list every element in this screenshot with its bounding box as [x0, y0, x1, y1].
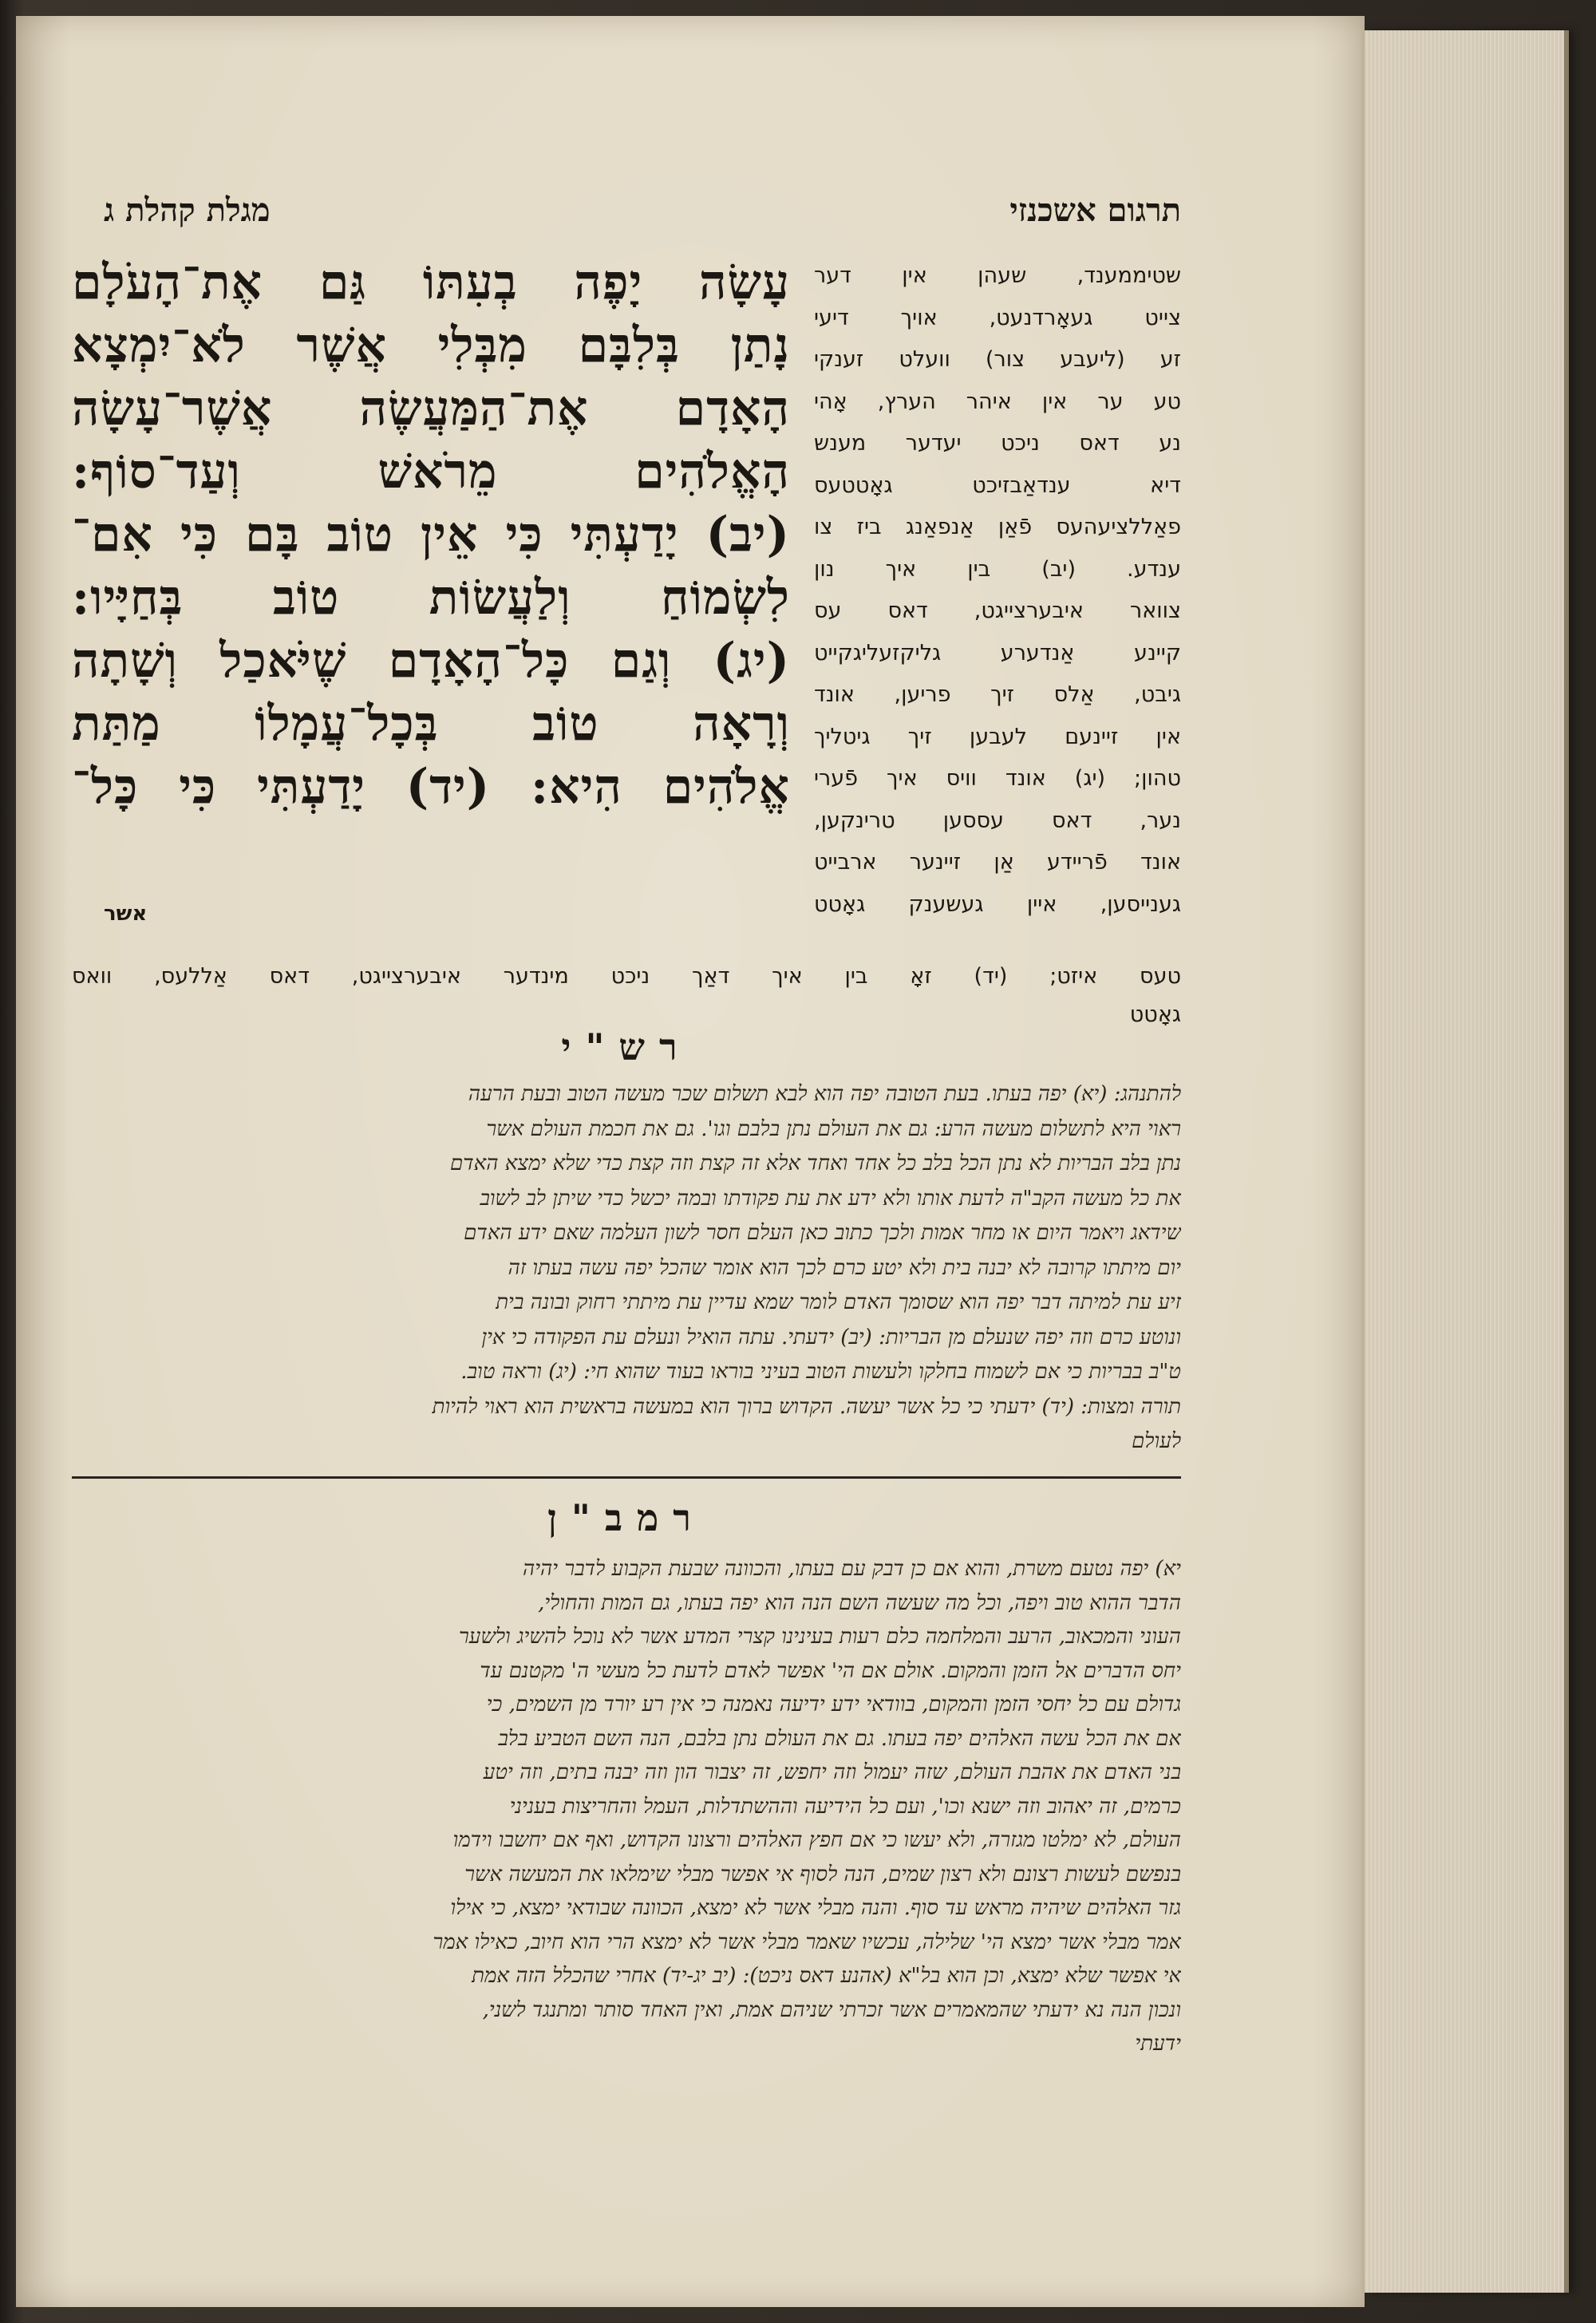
- commentary-line: אי אפשר שלא ימצא, וכן הוא בל"א (אהנע דאס ניכט): (יב יג-יד) אחרי שהכלל הזה אמת: [472, 1964, 1181, 1988]
- commentary-line: אם את הכל עשה האלהים יפה בעתו. גם את העולם נתן בלבם, הנה השם הטביע בלב: [498, 1726, 1181, 1751]
- commentary-line: גדולם עם כל יחסי הזמן והמקום, בוודאי ידע ידיעה נאמנה כי אין רע יורד מן השמים, כי: [486, 1693, 1181, 1717]
- commentary-line: יום מיתתו קרובה לא יבנה בית ולא יטע כרם לכך הוא אומר שהכל יפה עשה בעתו זה: [508, 1255, 1181, 1280]
- commentary-line: להתנהג: (יא) יפה בעתו. בעת הטובה יפה הוא לבא תשלום שכר מעשה הטוב ובעת הרעה: [468, 1082, 1181, 1106]
- translation-continuation: [72, 958, 1181, 1034]
- translation-line: טעס איזט; (יד) זאָ בין איך דאַך ניכט מינדער איבערצייגט, דאס אַללעס, וואס: [72, 964, 1181, 989]
- rashi-heading: רש"י: [561, 1025, 692, 1069]
- commentary-line: העולם, לא ימלטו מגזרה, ולא יעשו כי אם חפץ האלהים ורצונו הקדוש, ואף אם יחשבו וידמו: [452, 1828, 1181, 1852]
- section-divider: [72, 1476, 1181, 1479]
- hebrew-verse-line: הָאֱלֹהִים מֵרֹאשׁ וְעַד־סוֹף:: [72, 444, 790, 500]
- ramban-heading: רמב"ן: [547, 1496, 705, 1539]
- rashi-commentary: [72, 1077, 1181, 1460]
- translation-line: גיבט, אַלס זיך פריען, אונד: [814, 682, 1181, 707]
- commentary-line: זיע עת למיתה דבר יפה הוא שסומך האדם לומר שמא עדיין עת מיתתי רחוק ובונה בית: [496, 1290, 1181, 1314]
- commentary-line: תורה ומצות: (יד) ידעתי כי כל אשר יעשה. הקדוש ברוך הוא במעשה בראשית הוא ראוי להיות: [432, 1394, 1181, 1419]
- translation-line: ענדע. (יב) בין איך נון: [814, 556, 1181, 582]
- translation-line: אין זיינעם לעבען זיך גיטליך: [814, 724, 1181, 749]
- commentary-line: בני האדם את אהבת העולם, שזה יעמול וזה יחפש, זה יצבור הון וזה יבנה בתים, וזה יטע: [483, 1760, 1181, 1784]
- translation-line: זע (ליעבע צור) וועלט זענקי: [814, 347, 1181, 372]
- page-edges: [1365, 30, 1569, 2293]
- translation-line: צוואר איבערצייגט, דאס עס: [814, 599, 1181, 623]
- translation-line: דיא ענדאַבזיכט גאָטטעס: [814, 472, 1181, 498]
- commentary-line: ונוטע כרם וזה יפה שנעלם מן הבריות: (יב) ידעתי. עתה הואיל ונעלם עת הפקודה כי אין: [481, 1325, 1181, 1349]
- translation-line: טהון; (יג) אונד וויס איך פֿערי: [814, 766, 1181, 791]
- hebrew-verse-line: וְרָאָה טוֹב בְּכָל־עֲמָלוֹ מַתַּת: [72, 696, 790, 752]
- hebrew-verse-line: הָאָדָם אֶת־הַמַּעֲשֶׂה אֲשֶׁר־עָשָׂה: [72, 381, 790, 437]
- translation-line: גענייסען, איין געשענק גאָטט: [814, 891, 1181, 917]
- commentary-line: ידעתי: [1135, 2032, 1181, 2056]
- commentary-line: ונכון הנה נא ידעתי שהמאמרים אשר זכרתי שניהם אמת, ואין האחד סותר ומתנגד לשני,: [482, 1997, 1181, 2022]
- commentary-line: העוני והמכאוב, הרעב והמלחמה כלם רעות בעינינו קצרי המדע אשר לא נוכל להשיג ולשער: [459, 1625, 1181, 1649]
- translation-line: פאַללציעהעס פֿאַן אַנפאַנג ביז צו: [814, 515, 1181, 539]
- translation-line: צייט געאָרדנעט, אויך דיעי: [814, 305, 1181, 330]
- running-head-left: מגלת קהלת ג: [104, 192, 271, 229]
- book-page: [16, 16, 1365, 2307]
- translation-line: טע ער אין איהר הערץ, אָהי: [814, 389, 1181, 414]
- hebrew-verse-line: נָתַן בְּלִבָּם מִבְּלִי אֲשֶׁר לֹא־יִמְצָא: [72, 318, 790, 373]
- commentary-line: הדבר ההוא טוב ויפה, וכל מה שעשה השם הנה הוא יפה בעתו, גם המות והחולי,: [538, 1590, 1181, 1615]
- commentary-line: יחס הדברים אל הזמן והמקום. אולם אם הי' אפשר לאדם לדעת כל מעשי ה' מקטנם עד: [480, 1658, 1181, 1683]
- catchword: אשר: [104, 902, 148, 926]
- hebrew-text-column: [72, 251, 790, 819]
- commentary-line: אמר מבלי אשר ימצא הי' שלילה, עכשיו שאמר מבלי אשר לא ימצא הרי הוא חיוב, כאילו אמר: [433, 1930, 1181, 1954]
- ramban-commentary: [72, 1552, 1181, 2061]
- commentary-line: נתן בלב הבריות לא נתן הכל בלב כל אחד ואחד אלא זה קצת וזה קצת כדי שלא ימצא האדם: [450, 1152, 1181, 1175]
- translation-line: קיינע אַנדערע גליקזעליגקייט: [814, 640, 1181, 666]
- translation-line: שטיממענד, שעהן אין דער: [814, 263, 1181, 288]
- commentary-line: שידאג ויאמר היום או מחר אמות ולכך כתוב כאן העלם חסר לשון העלמה שאם ידע האדם: [464, 1221, 1181, 1245]
- hebrew-verse-line: לִשְׂמוֹחַ וְלַעֲשׂוֹת טוֹב בְּחַיָּיו:: [72, 570, 790, 626]
- translation-line: נער, דאס עססען טרינקען,: [814, 808, 1181, 833]
- translation-column: [814, 255, 1181, 926]
- commentary-line: גזר האלהים שיהיה מראש עד סוף. והנה מבלי אשר לא ימצא, הכוונה שבודאי ימצא, כי אילו: [450, 1896, 1181, 1920]
- commentary-line: יא) יפה נטעם משרת, והוא אם כן דבק עם בעתו, והכוונה שבעת הקבוע לדבר יהיה: [522, 1557, 1181, 1581]
- commentary-line: כרמים, זה יאהוב וזה ישנא וכו', ועם כל הידיעה וההשתדלות, העמל והחריצות בעניני: [509, 1794, 1181, 1819]
- commentary-line: ט"ב בבריות כי אם לשמוח בחלקו ולעשות הטוב בעיני בוראו בעוד שהוא חי: (יג) וראה טוב.: [460, 1360, 1181, 1384]
- translation-line: אונד פֿריידע אַן זיינער ארבייט: [814, 850, 1181, 875]
- commentary-line: ראוי היא לתשלום מעשה הרע: גם את העולם נתן בלבם וגו'. גם את חכמת העולם אשר: [486, 1116, 1181, 1141]
- commentary-line: לעולם: [1132, 1429, 1181, 1453]
- translation-line: גאָטט: [1129, 1002, 1181, 1027]
- translation-line: נע דאס ניכט יעדער מענש: [814, 431, 1181, 456]
- hebrew-verse-line: עָשָׂה יָפֶה בְעִתּוֹ גַּם אֶת־הָעֹלָם: [72, 255, 790, 310]
- running-head-right: תרגום אשכנזי: [1009, 192, 1181, 229]
- commentary-line: את כל מעשה הקב"ה לדעת אותו ולא ידע את עת פקודתו ובמה יכשל כדי שיתן לב לשוב: [480, 1186, 1181, 1211]
- hebrew-verse-line: (יב) יָדַעְתִּי כִּי אֵין טוֹב בָּם כִּי אִם־: [72, 507, 790, 563]
- hebrew-verse-line: (יג) וְגַם כָּל־הָאָדָם שֶׁיֹּאכַל וְשָׁתָה: [72, 633, 790, 689]
- hebrew-verse-line: אֱלֹהִים הִיא: (יד) יָדַעְתִּי כִּי כָּל־: [72, 759, 790, 815]
- running-head: [72, 168, 1181, 231]
- commentary-line: בנפשם לעשות רצונם ולא רצון שמים, הנה לסוף אי אפשר מבלי שימלאו את המעשה אשר: [464, 1862, 1181, 1886]
